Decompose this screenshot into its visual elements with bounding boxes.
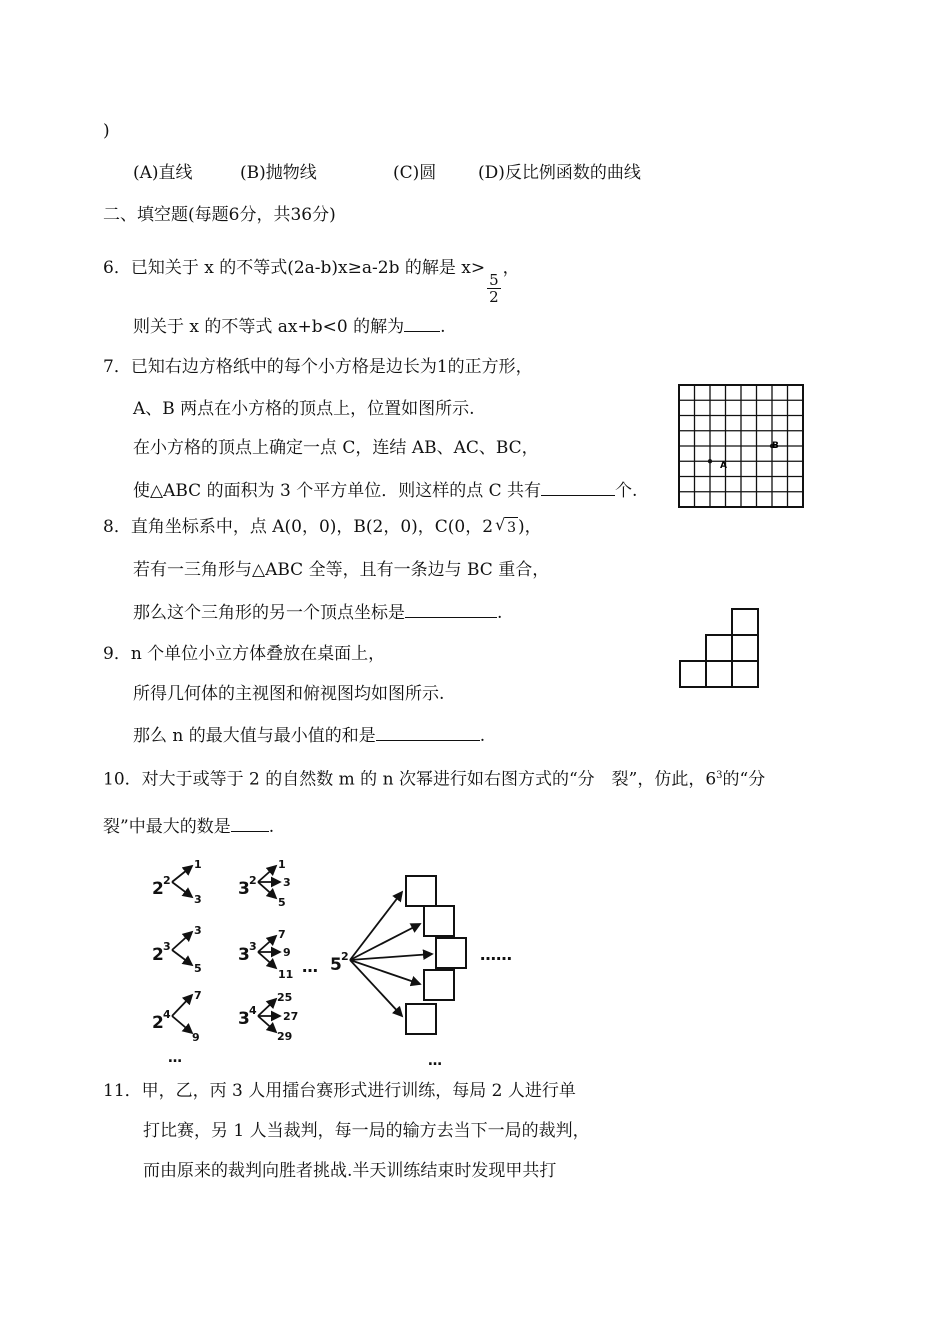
q8-sqrt: √ 3: [505, 517, 518, 538]
q9-cube-view-figure: [676, 606, 760, 690]
q10-answer-blank[interactable]: [231, 815, 269, 832]
q10-line2: [103, 815, 274, 837]
col2-row3-part1: 25: [277, 991, 293, 1004]
col1-row1-base: 2: [152, 879, 164, 899]
q6-line1: [103, 258, 520, 305]
col3-base: 5: [330, 955, 342, 975]
col1-row3-part1: 7: [194, 989, 202, 1002]
cube-cell-bottom-1: [680, 661, 706, 687]
col1-row3-base: 2: [152, 1013, 164, 1033]
section2-title: 二、填空题(每题6分，共36分): [103, 205, 336, 225]
col1-row2-exp: 3: [163, 940, 171, 953]
q8-line1-text: 8．直角坐标系中，点 A(0，0)，B(2，0)，C(0，2: [103, 517, 494, 537]
q7-line4: [133, 479, 637, 501]
q8-line1: [103, 517, 542, 538]
q9-line2: 所得几何体的主视图和俯视图均如图所示.: [133, 684, 445, 704]
cube-cell-mid-left: [706, 635, 732, 661]
q9-line3-text: 那么 n 的最大值与最小值的和是: [133, 726, 376, 746]
col2-row1-part2: 3: [283, 876, 291, 889]
q11-line1: 11．甲，乙，丙 3 人用擂台赛形式进行训练，每局 2 人进行单: [103, 1081, 576, 1101]
col1-row3-part2: 9: [192, 1031, 200, 1044]
point-a-label: A: [720, 461, 727, 471]
cube-cell-bottom-3: [732, 661, 758, 687]
q11-line2: 打比赛，另 1 人当裁判，每一局的输方去当下一局的裁判，: [143, 1121, 590, 1141]
between-dots: …: [302, 957, 318, 976]
q10-line1-tail: 的“分: [722, 769, 766, 790]
point-b-label: B: [772, 441, 779, 451]
cube-cell-bottom-2: [706, 661, 732, 687]
q9-line1: 9．n 个单位小立方体叠放在桌面上，: [103, 644, 386, 664]
col2-row3-base: 3: [238, 1009, 250, 1029]
split-box-5: [406, 1004, 436, 1034]
q10-line1-text: 10．对大于或等于 2 的自然数 m 的 n 次幂进行如右图方式的“分 裂”，仿此，6: [103, 769, 717, 790]
q6-line1-text: 6．已知关于 x 的不等式(2a-b)x≥a-2b 的解是 x>: [103, 258, 486, 278]
right-dots: ……: [480, 945, 512, 964]
cube-cell-mid-right: [732, 635, 758, 661]
q6-fraction: [487, 272, 501, 305]
split-figure: [150, 852, 530, 1070]
q7-answer-blank[interactable]: [541, 479, 615, 496]
q10-line2-text: 裂”中最大的数是: [103, 817, 231, 837]
col1-row2-part2: 5: [194, 962, 202, 975]
q8-line2: 若有一三角形与△ABC 全等，且有一条边与 BC 重合，: [133, 560, 550, 580]
col1-row1-exp: 2: [163, 874, 171, 887]
q11-line3: 而由原来的裁判向胜者挑战.半天训练结束时发现甲共打: [143, 1161, 557, 1181]
q9-answer-blank[interactable]: [376, 724, 480, 741]
q6-frac-num: 5: [489, 271, 499, 289]
q6-line2: [133, 315, 446, 337]
split-box-3: [436, 938, 466, 968]
q5-close-paren: ): [103, 121, 110, 141]
q6-line1-tail: ，: [502, 258, 520, 278]
split-box-2: [424, 906, 454, 936]
q5-option-d: (D)反比例函数的曲线: [478, 163, 641, 183]
q7-line4-tail: 个.: [615, 481, 638, 501]
q9-line3-tail: .: [479, 726, 486, 746]
col2-row3-exp: 4: [249, 1004, 257, 1017]
col1-row2-base: 2: [152, 945, 164, 965]
col2-row2-exp: 3: [249, 940, 257, 953]
q10-exponent: 3: [716, 770, 723, 781]
q10-line2-tail: .: [268, 817, 275, 837]
q7-grid-figure: [676, 382, 806, 510]
q7-line2: A、B 两点在小方格的顶点上，位置如图所示.: [133, 399, 475, 419]
col2-row2-base: 3: [238, 945, 250, 965]
col2-row3-part2: 27: [283, 1010, 299, 1023]
q10-line1: [103, 766, 765, 790]
col1-row1-part2: 3: [194, 893, 202, 906]
q7-line3: 在小方格的顶点上确定一点 C，连结 AB、AC、BC，: [133, 438, 539, 458]
col2-row2-part2: 9: [283, 946, 291, 959]
col2-row1-exp: 2: [249, 874, 257, 887]
grid-lines: [679, 385, 803, 507]
col1-dots: …: [168, 1050, 182, 1066]
split-box-1: [406, 876, 436, 906]
q8-answer-blank[interactable]: [405, 601, 497, 618]
split-box-4: [424, 970, 454, 1000]
col2-row1-part3: 5: [278, 896, 286, 909]
q5-option-c: (C)圆: [393, 163, 437, 183]
q7-line4-text: 使△ABC 的面积为 3 个平方单位．则这样的点 C 共有: [133, 481, 542, 501]
col2-row3-part3: 29: [277, 1030, 293, 1043]
cube-cell-top: [732, 609, 758, 635]
col3-dots: …: [428, 1053, 442, 1069]
col2-row1-base: 3: [238, 879, 250, 899]
col1-row3-exp: 4: [163, 1008, 171, 1021]
col1-row1-part1: 1: [194, 858, 202, 871]
col3-exp: 2: [341, 950, 349, 963]
q5-option-b: (B)抛物线: [240, 163, 317, 183]
q8-line3: [133, 601, 502, 623]
q8-line1-tail: )，: [517, 517, 542, 537]
q6-frac-den: 2: [489, 288, 499, 306]
col1-row2-part1: 3: [194, 924, 202, 937]
col2-row1-part1: 1: [278, 858, 286, 871]
q9-line3: [133, 724, 485, 746]
q7-line1: 7．已知右边方格纸中的每个小方格是边长为1的正方形，: [103, 357, 533, 377]
q6-line2-text: 则关于 x 的不等式 ax+b<0 的解为: [133, 317, 405, 337]
q5-option-a: (A)直线: [133, 163, 193, 183]
q8-line3-tail: .: [497, 603, 503, 623]
q8-line3-text: 那么这个三角形的另一个顶点坐标是: [133, 603, 405, 623]
point-a-dot: [708, 459, 712, 463]
col2-row2-part3: 11: [278, 968, 294, 981]
col2-row2-part1: 7: [278, 928, 286, 941]
q6-answer-blank[interactable]: [404, 315, 440, 332]
q6-line2-tail: .: [440, 317, 446, 337]
